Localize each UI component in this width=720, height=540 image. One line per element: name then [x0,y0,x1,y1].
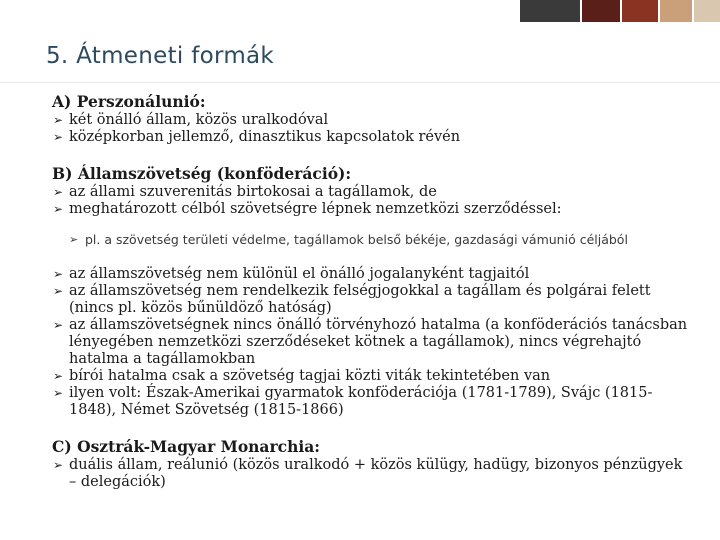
arrowhead-bullet-icon: ➢ [53,202,64,216]
topbar-segment [658,0,692,22]
arrowhead-bullet-icon: ➢ [53,267,64,281]
list-item: ➢ ilyen volt: Észak-Amerikai gyarmatok konföderációja (1781-1789), Svájc (1815-1848), Német Szövetség (1815-1866) [53,385,653,418]
topbar-segment [520,0,580,22]
section-a-heading: A) Perszonálunió: [52,92,206,111]
title-divider [0,82,720,83]
top-decorative-bar [520,0,720,22]
arrowhead-bullet-icon: ➢ [53,130,64,144]
list-item: ➢ középkorban jellemző, dinasztikus kapcsolatok révén [53,129,461,145]
section-a-list [52,112,692,146]
arrowhead-bullet-icon: ➢ [53,185,64,199]
list-item: ➢ bírói hatalma csak a szövetség tagjai közti viták tekintetében van [53,368,551,384]
list-item: ➢ duális állam, reálunió (közös uralkodó + közös külügy, hadügy, bizonyos pénzügyek – delegációk) [53,457,683,490]
arrowhead-bullet-icon: ➢ [53,113,64,127]
list-item: ➢ az államszövetség nem különül el önálló jogalanyként tagjaitól [53,266,530,282]
list-item: ➢ az állami szuverenitás birtokosai a tagállamok, de [53,184,437,200]
sub-list-item: ➢ pl. a szövetség területi védelme, tagállamok belső békéje, gazdasági vámunió céljából [69,231,628,247]
list-item: ➢ két önálló állam, közös uralkodóval [53,112,329,128]
section-b-list [52,184,692,419]
arrowhead-bullet-icon: ➢ [53,458,64,472]
arrowhead-bullet-icon: ➢ [53,318,64,332]
list-item: ➢ meghatározott célból szövetségre lépnek nemzetközi szerződéssel: [53,201,562,217]
arrowhead-bullet-icon: ➢ [69,232,79,246]
arrowhead-bullet-icon: ➢ [53,386,64,400]
list-item: ➢ az államszövetségnek nincs önálló törvényhozó hatalma (a konföderációs tanácsban lényegében nemzetközi szerződéseket kötnek a tagállamok), nincs végrehajtó hatalma a tagállamokban [53,317,688,367]
section-c-heading: C) Osztrák-Magyar Monarchia: [52,437,320,456]
arrowhead-bullet-icon: ➢ [53,284,64,298]
topbar-segment [580,0,620,22]
topbar-segment [692,0,720,22]
topbar-segment [620,0,658,22]
slide-content [52,92,692,491]
section-b-heading: B) Államszövetség (konföderáció): [52,164,352,183]
slide-title: 5. Átmeneti formák [46,43,275,69]
arrowhead-bullet-icon: ➢ [53,369,64,383]
list-item: ➢ az államszövetség nem rendelkezik felségjogokkal a tagállam és polgárai felett (nincs pl. közös bűnüldöző hatóság) [53,283,651,316]
section-c-list [52,457,692,491]
